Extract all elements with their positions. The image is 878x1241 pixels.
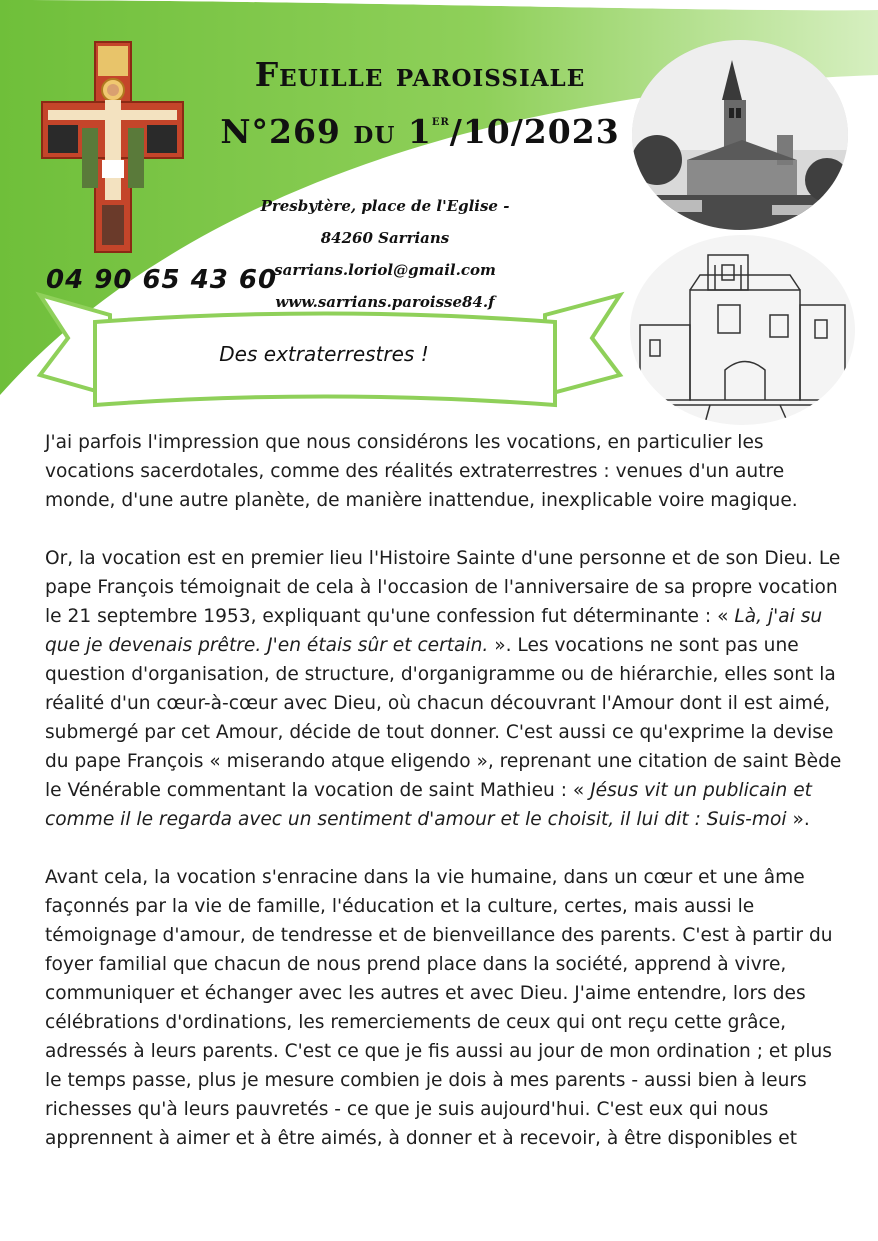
address-block xyxy=(240,190,530,318)
address-line-2: 84260 Sarrians xyxy=(320,229,450,247)
newsletter-title: Feuille paroissiale xyxy=(254,55,586,94)
article-body xyxy=(45,428,845,1182)
church-photo xyxy=(632,40,848,230)
email-address[interactable]: sarrians.loriol@gmail.com xyxy=(274,261,496,279)
website-link[interactable]: www.sarrians.paroisse84.f xyxy=(275,293,495,311)
address-line-1: Presbytère, place de l'Eglise - xyxy=(260,197,510,215)
phone-number: 04 90 65 43 60 xyxy=(46,265,278,295)
paragraph-1: J'ai parfois l'impression que nous considérons les vocations, en particulier les vocations sacerdotales, comme des réalités extraterrestres : venues d'un autre monde, d'une autre planète, de manière inattendue, inexplicable voire magique. xyxy=(45,432,798,511)
paragraph-3: Avant cela, la vocation s'enracine dans la vie humaine, dans un cœur et une âme façonnés par la vie de famille, l'éducation et la culture, certes, mais aussi le témoignage d'amour, de tendresse et de bienveillance des parents. C'est à partir du foyer familial que chacun de nous prend place dans la société, apprend à vivre, communiquer et échanger avec les autres et avec Dieu. J'aime entendre, lors des célébrations d'ordinations, les remerciements de ceux qui ont reçu cette grâce, adressés à leurs parents. C'est ce que je fis aussi au jour de mon ordination ; et plus le temps passe, plus je mesure combien je dois à mes parents - aussi bien à leurs richesses qu'à leurs pauvretés - ce que je suis aujourd'hui. C'est eux qui nous apprennent à aimer et à être aimés, à donner et à recevoir, à être disponibles et xyxy=(45,867,833,1149)
paragraph-2: Or, la vocation est en premier lieu l'Histoire Sainte d'une personne et de son Dieu. Le pape François témoignait de cela à l'occasion de l'anniversaire de sa propre vocation le 21 septembre 1953, expliquant qu'une confession fut déterminante : « Là, j'ai su que je devenais prêtre. J'en étais sûr et certain. ». Les vocations ne sont pas une question d'organisation, de structure, d'organigramme ou de hiérarchie, elles sont la réalité d'un cœur-à-cœur avec Dieu, où chacun découvrant l'Amour dont il est aimé, submergé par cet Amour, décide de tout donner. C'est aussi ce qu'exprime la devise du pape François « miserando atque eligendo », reprenant une citation de saint Bède le Vénérable commentant la vocation de saint Mathieu : « Jésus vit un publicain et comme il le regarda avec un sentiment d'amour et le choisit, il lui dit : Suis-moi ». xyxy=(45,548,842,830)
quote-bede: Jésus vit un publicain et comme il le regarda avec un sentiment d'amour et le choisit, il lui dit : Suis-moi xyxy=(45,780,812,830)
quote-pope: Là, j'ai su que je devenais prêtre. J'en étais sûr et certain. xyxy=(45,606,823,656)
crucifix-icon xyxy=(40,40,185,255)
issue-number: N°269 du 1er/10/2023 xyxy=(220,112,620,151)
church-drawing xyxy=(630,235,855,425)
article-title: Des extraterrestres ! xyxy=(219,342,429,366)
